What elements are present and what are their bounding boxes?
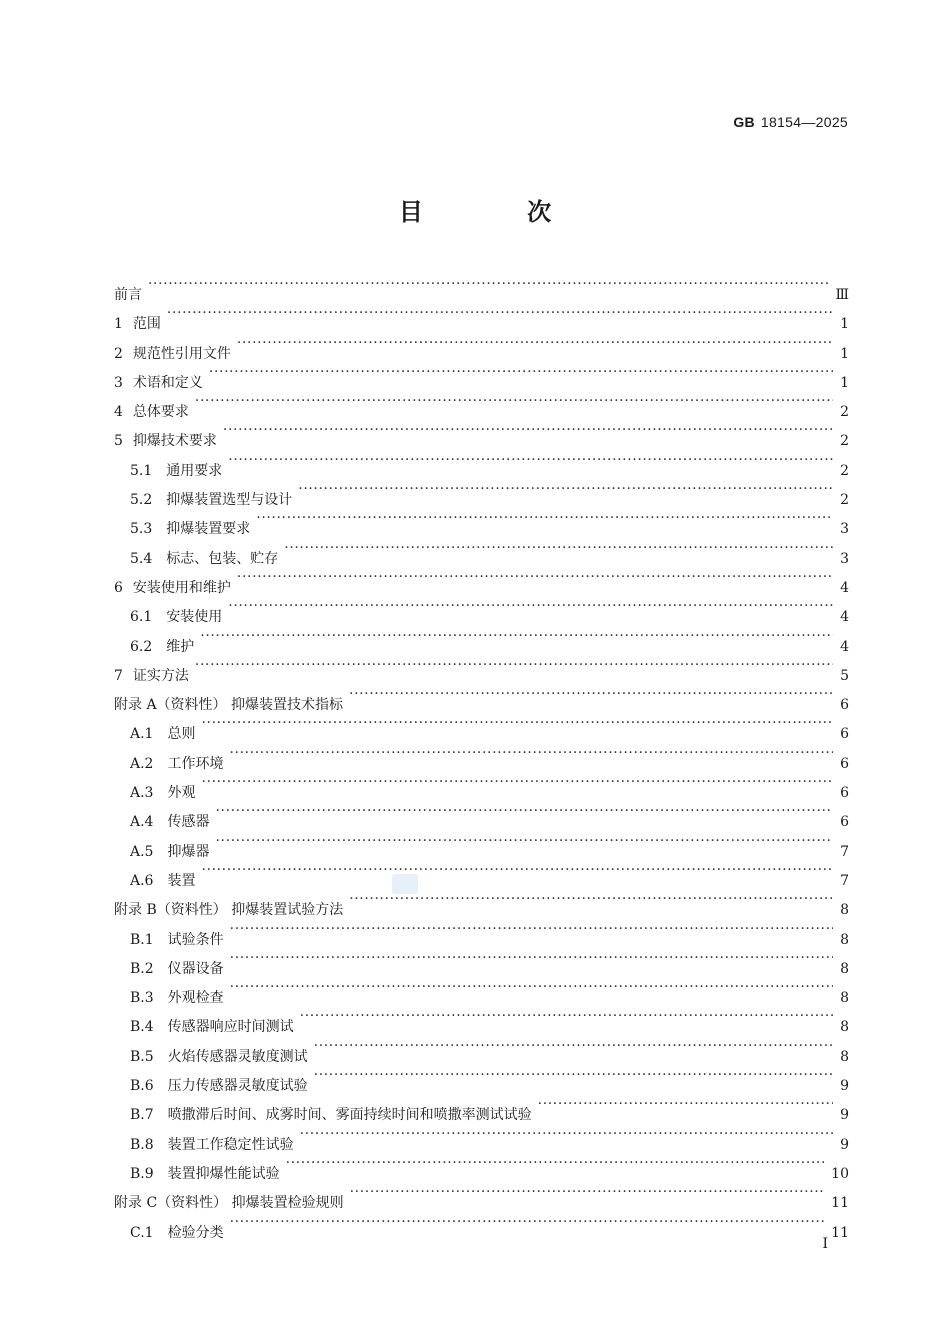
toc-entry-title: 外观检查 bbox=[167, 990, 224, 1007]
toc-entry[interactable] bbox=[114, 651, 849, 684]
toc-entry-page: 9 bbox=[840, 1078, 849, 1095]
toc-dot-leader bbox=[300, 1120, 833, 1149]
footer-page-number: I bbox=[822, 1236, 828, 1252]
toc-entry-page: 11 bbox=[831, 1224, 849, 1241]
toc-entry-title: 传感器响应时间测试 bbox=[167, 1019, 294, 1036]
toc-entry-number: 4 bbox=[114, 404, 123, 421]
toc-entry-number: 5.4 bbox=[130, 550, 153, 567]
toc-entry-label bbox=[130, 1131, 294, 1160]
toc-entry[interactable] bbox=[114, 739, 849, 772]
toc-entry-label bbox=[130, 955, 224, 984]
toc-dot-leader bbox=[538, 1090, 833, 1119]
toc-dot-leader bbox=[256, 504, 833, 533]
toc-entry-page: 5 bbox=[840, 667, 849, 684]
toc-entry-number: B.3 bbox=[130, 990, 154, 1007]
toc-dot-leader bbox=[215, 827, 833, 856]
toc-entry-title: 抑爆器 bbox=[167, 843, 210, 860]
toc-entry[interactable] bbox=[114, 270, 849, 303]
watermark-logo bbox=[392, 874, 418, 894]
toc-dot-leader bbox=[148, 270, 829, 299]
toc-entry-page: 9 bbox=[840, 1107, 849, 1124]
toc-entry-title: 检验分类 bbox=[167, 1224, 224, 1241]
toc-dot-leader bbox=[300, 1002, 833, 1031]
standard-number: 18154—2025 bbox=[760, 114, 848, 130]
toc-entry-label bbox=[114, 427, 217, 456]
table-of-contents bbox=[114, 270, 849, 1241]
toc-entry-title: 装置工作稳定性试验 bbox=[167, 1136, 294, 1153]
toc-entry-number: 5.3 bbox=[130, 521, 153, 538]
toc-entry[interactable] bbox=[114, 973, 849, 1007]
toc-entry-number: A.1 bbox=[130, 726, 154, 743]
toc-entry-number: 5 bbox=[114, 433, 123, 450]
toc-dot-leader bbox=[167, 299, 833, 328]
toc-entry-title: 总则 bbox=[167, 726, 196, 743]
toc-entry-number: B.5 bbox=[130, 1048, 154, 1065]
toc-entry-number: 1 bbox=[114, 316, 123, 333]
toc-entry-title: 标志、包装、贮存 bbox=[166, 550, 279, 567]
toc-entry-title: 外观 bbox=[167, 785, 196, 802]
toc-entry[interactable] bbox=[114, 827, 849, 860]
toc-dot-leader bbox=[201, 856, 833, 885]
toc-entry[interactable] bbox=[114, 709, 849, 743]
toc-dot-leader bbox=[215, 797, 833, 826]
toc-entry-number: A.6 bbox=[130, 872, 154, 889]
toc-entry-number: B.6 bbox=[130, 1078, 154, 1095]
toc-entry-title: 总体要求 bbox=[132, 404, 189, 421]
toc-entry-number: A.4 bbox=[130, 814, 154, 831]
toc-entry-page: 8 bbox=[840, 990, 849, 1007]
toc-entry[interactable] bbox=[114, 885, 849, 919]
toc-entry-title: 试验条件 bbox=[167, 931, 224, 948]
toc-entry-page: 6 bbox=[840, 726, 849, 743]
toc-entry-page: 7 bbox=[840, 843, 849, 860]
toc-entry-page: 8 bbox=[840, 902, 849, 919]
toc-entry-title: 安装使用和维护 bbox=[132, 579, 231, 596]
toc-entry-label bbox=[114, 398, 189, 427]
toc-dot-leader bbox=[237, 329, 833, 358]
standard-prefix: GB bbox=[733, 114, 755, 130]
toc-entry-page: 9 bbox=[840, 1136, 849, 1153]
toc-entry-label bbox=[114, 662, 189, 691]
toc-entry-label bbox=[130, 515, 250, 544]
toc-dot-leader bbox=[195, 387, 833, 416]
toc-entry-title: 装置 bbox=[167, 872, 196, 889]
toc-entry-label bbox=[130, 633, 194, 662]
toc-entry-number: 6 bbox=[114, 579, 123, 596]
toc-entry-label bbox=[130, 779, 195, 808]
toc-entry-number: A.3 bbox=[130, 785, 154, 802]
toc-entry-number: 7 bbox=[114, 667, 123, 684]
toc-entry-number: 2 bbox=[114, 345, 123, 362]
toc-entry[interactable] bbox=[114, 680, 849, 714]
toc-entry-number: B.7 bbox=[130, 1107, 154, 1124]
toc-entry-page: Ⅲ bbox=[835, 287, 849, 303]
standard-code bbox=[733, 114, 848, 130]
toc-entry-title: 通用要求 bbox=[166, 462, 223, 479]
toc-entry[interactable] bbox=[114, 299, 849, 333]
toc-dot-leader bbox=[228, 592, 833, 621]
toc-entry-title: 范围 bbox=[132, 316, 161, 333]
toc-entry-title: 附录 B（资料性） 抑爆装置试验方法 bbox=[114, 902, 344, 919]
toc-entry-title: 仪器设备 bbox=[167, 960, 224, 977]
toc-entry-title: 喷撒滞后时间、成雾时间、雾面持续时间和喷撒率测试试验 bbox=[167, 1107, 532, 1124]
toc-entry-page: 3 bbox=[840, 521, 849, 538]
toc-entry-page: 10 bbox=[831, 1165, 849, 1182]
toc-entry-label bbox=[130, 457, 222, 486]
toc-entry-page: 8 bbox=[840, 960, 849, 977]
toc-dot-leader bbox=[230, 944, 833, 973]
toc-entry[interactable] bbox=[114, 329, 849, 362]
toc-entry-page: 2 bbox=[840, 404, 849, 421]
toc-entry[interactable] bbox=[114, 768, 849, 802]
toc-dot-leader bbox=[230, 973, 833, 1002]
toc-entry-number: B.8 bbox=[130, 1136, 154, 1153]
toc-entry[interactable] bbox=[114, 797, 849, 831]
toc-dot-leader bbox=[209, 358, 833, 387]
toc-entry-title: 抑爆装置选型与设计 bbox=[166, 492, 293, 509]
toc-entry-number: 5.1 bbox=[130, 462, 153, 479]
toc-entry-label bbox=[114, 310, 161, 339]
toc-dot-leader bbox=[201, 768, 833, 797]
toc-entry[interactable] bbox=[114, 475, 849, 509]
toc-entry-page: 7 bbox=[840, 872, 849, 889]
toc-entry-number: B.4 bbox=[130, 1019, 154, 1036]
toc-dot-leader bbox=[223, 416, 833, 445]
toc-entry-number: C.1 bbox=[130, 1224, 154, 1241]
toc-entry[interactable] bbox=[114, 622, 849, 655]
toc-entry-page: 1 bbox=[840, 374, 849, 391]
toc-entry-number: B.2 bbox=[130, 960, 154, 977]
toc-entry-title: 附录 C（资料性） 抑爆装置检验规则 bbox=[114, 1195, 344, 1212]
toc-entry[interactable] bbox=[114, 856, 849, 889]
toc-entry-page: 8 bbox=[840, 931, 849, 948]
toc-entry-label bbox=[114, 369, 203, 398]
toc-entry[interactable] bbox=[114, 387, 849, 421]
toc-entry-label bbox=[130, 1160, 280, 1189]
toc-entry-number: B.9 bbox=[130, 1165, 154, 1182]
toc-entry-title: 规范性引用文件 bbox=[132, 345, 231, 362]
toc-entry-page: 6 bbox=[840, 755, 849, 772]
toc-entry-number: A.2 bbox=[130, 755, 154, 772]
toc-entry[interactable] bbox=[114, 1002, 849, 1036]
toc-entry-page: 3 bbox=[840, 550, 849, 567]
toc-dot-leader bbox=[230, 1208, 826, 1237]
toc-entry-label bbox=[114, 574, 231, 603]
toc-entry-page: 6 bbox=[840, 785, 849, 802]
toc-dot-leader bbox=[228, 446, 833, 475]
toc-entry-number: 6.1 bbox=[130, 609, 153, 626]
toc-entry-number: A.5 bbox=[130, 843, 154, 860]
toc-dot-leader bbox=[200, 622, 833, 651]
toc-entry-label bbox=[130, 808, 209, 837]
toc-entry[interactable] bbox=[114, 416, 849, 450]
toc-dot-leader bbox=[286, 1149, 826, 1178]
toc-entry-title: 装置抑爆性能试验 bbox=[167, 1165, 280, 1182]
toc-entry-page: 2 bbox=[840, 462, 849, 479]
toc-entry-label bbox=[130, 838, 209, 867]
toc-dot-leader bbox=[229, 739, 833, 768]
toc-entry[interactable] bbox=[114, 944, 849, 977]
toc-entry-number: 5.2 bbox=[130, 492, 153, 509]
toc-dot-leader bbox=[350, 1178, 826, 1207]
toc-entry-title: 维护 bbox=[166, 638, 195, 655]
toc-entry-label bbox=[130, 867, 195, 896]
toc-entry-page: 1 bbox=[840, 345, 849, 362]
toc-entry-title: 火焰传感器灵敏度测试 bbox=[167, 1048, 308, 1065]
toc-entry-title: 工作环境 bbox=[167, 755, 224, 772]
toc-dot-leader bbox=[298, 475, 833, 504]
toc-entry-page: 4 bbox=[840, 638, 849, 655]
toc-dot-leader bbox=[230, 915, 833, 944]
toc-entry-label bbox=[130, 926, 224, 955]
toc-dot-leader bbox=[195, 651, 833, 680]
toc-entry-page: 11 bbox=[831, 1195, 849, 1212]
toc-entry-title: 压力传感器灵敏度试验 bbox=[167, 1078, 308, 1095]
toc-entry-title: 抑爆装置要求 bbox=[166, 521, 251, 538]
toc-entry-page: 4 bbox=[840, 579, 849, 596]
toc-entry-page: 2 bbox=[840, 433, 849, 450]
toc-entry-label bbox=[130, 1013, 294, 1042]
toc-entry-title: 术语和定义 bbox=[132, 374, 203, 391]
toc-dot-leader bbox=[314, 1032, 833, 1061]
toc-entry-label bbox=[130, 984, 224, 1013]
toc-dot-leader bbox=[314, 1061, 833, 1090]
toc-dot-leader bbox=[349, 680, 833, 709]
toc-entry-page: 8 bbox=[840, 1019, 849, 1036]
toc-entry-label bbox=[130, 1219, 224, 1248]
toc-dot-leader bbox=[237, 563, 833, 592]
toc-entry-title: 附录 A（资料性） 抑爆装置技术指标 bbox=[114, 697, 344, 714]
toc-dot-leader bbox=[201, 709, 833, 738]
toc-entry-title: 证实方法 bbox=[132, 667, 189, 684]
toc-entry-page: 4 bbox=[840, 609, 849, 626]
toc-entry-label bbox=[130, 1043, 308, 1072]
toc-entry-page: 2 bbox=[840, 492, 849, 509]
toc-dot-leader bbox=[284, 534, 833, 563]
toc-entry-title: 前言 bbox=[114, 287, 142, 303]
toc-entry-page: 1 bbox=[840, 316, 849, 333]
toc-entry-page: 6 bbox=[840, 814, 849, 831]
toc-entry-title: 安装使用 bbox=[166, 609, 223, 626]
page-title: 目 次 bbox=[398, 198, 600, 226]
toc-entry-page: 8 bbox=[840, 1048, 849, 1065]
toc-entry-title: 传感器 bbox=[167, 814, 210, 831]
toc-entry-number: 3 bbox=[114, 374, 123, 391]
toc-entry-label bbox=[130, 1072, 308, 1101]
toc-entry-title: 抑爆技术要求 bbox=[132, 433, 217, 450]
toc-entry-page: 6 bbox=[840, 697, 849, 714]
toc-entry-number: B.1 bbox=[130, 931, 154, 948]
toc-dot-leader bbox=[349, 885, 833, 914]
toc-entry[interactable] bbox=[114, 358, 849, 391]
toc-entry-label bbox=[114, 281, 142, 310]
toc-entry-label bbox=[130, 720, 195, 749]
toc-entry-number: 6.2 bbox=[130, 638, 153, 655]
toc-entry[interactable] bbox=[114, 446, 849, 479]
